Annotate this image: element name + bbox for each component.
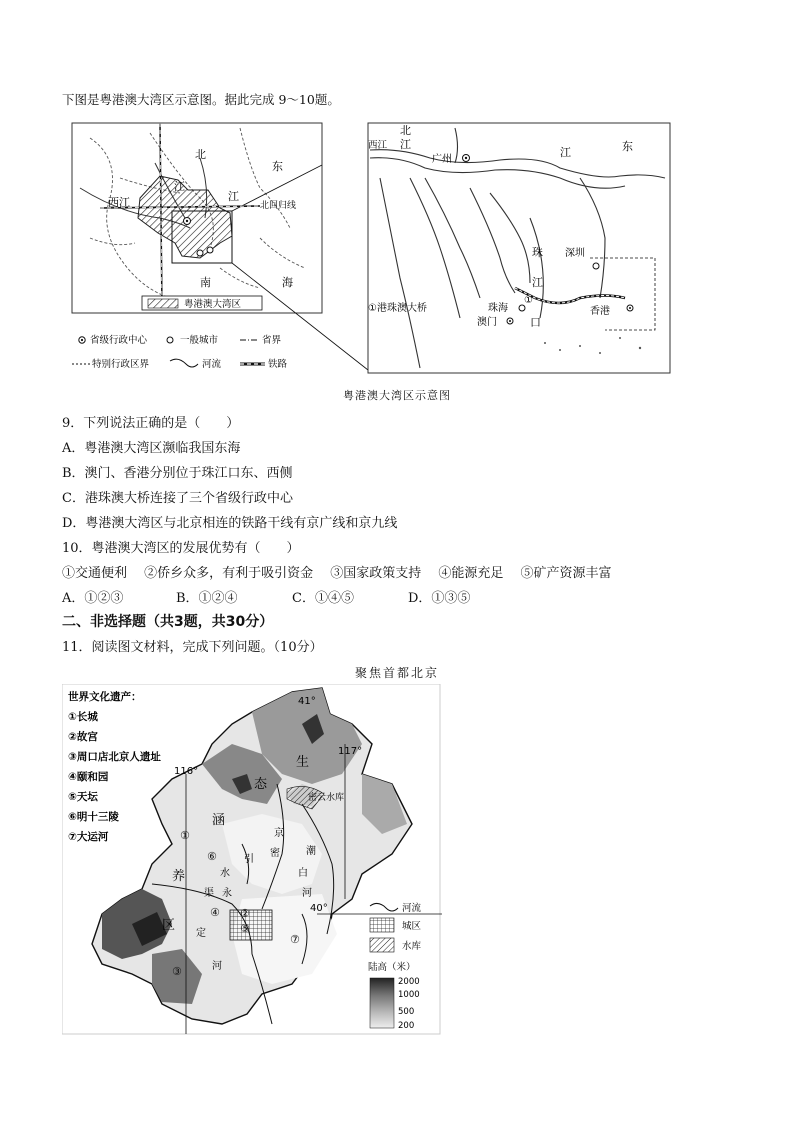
char-qu2: 渠: [204, 888, 214, 899]
r-label-hongkong: 香港: [590, 306, 610, 317]
char-jing: 京: [274, 828, 284, 839]
lat-41: 41°: [298, 696, 316, 707]
char-yong: 永: [222, 888, 232, 899]
char-sheng: 生: [296, 755, 310, 770]
label-bei: 北: [195, 148, 206, 161]
char-qu: 区: [162, 918, 176, 933]
legend-railway: 铁路: [268, 359, 288, 370]
beijing-urban: [230, 910, 272, 940]
q11-stem: 11．阅读图文材料，完成下列问题。（10分）: [62, 640, 323, 655]
heritage-item: ④颐和园: [68, 771, 109, 783]
r-label-circle1: ①: [524, 295, 533, 306]
char-shui: 水: [220, 868, 230, 879]
svg-text:⑥: ⑥: [207, 850, 217, 863]
q9-option-c: C．港珠澳大桥连接了三个省级行政中心: [62, 491, 293, 506]
heritage-item: ①长城: [68, 711, 98, 723]
legend-capital: 省级行政中心: [90, 335, 148, 346]
heritage-item: ⑥明十三陵: [68, 811, 119, 823]
char-yin: 引: [244, 854, 254, 865]
label-nan: 南: [200, 276, 211, 289]
legend2-reservoir: 水库: [402, 941, 422, 952]
char-yang: 养: [172, 869, 186, 884]
legend-city: 一般城市: [180, 335, 219, 346]
r-label-xijiang: 西江: [368, 140, 388, 151]
q10-option-d: D．①③⑤: [408, 591, 471, 606]
q10-stem: 10．粤港澳大湾区的发展优势有（ ）: [62, 541, 300, 556]
char-han: 涵: [212, 813, 226, 828]
r-label-dong: 东: [622, 140, 633, 153]
r-label-kou: 口: [530, 316, 541, 329]
svg-text:②: ②: [240, 907, 250, 920]
section-2-heading: 二、非选择题（共3题，共30分）: [62, 614, 274, 630]
r-label-guangzhou: 广州: [432, 154, 452, 165]
q10-option-c: C．①④⑤: [292, 591, 354, 606]
map2-title: 聚焦首都北京: [354, 666, 439, 680]
heritage-item: ⑤天坛: [68, 791, 98, 803]
legend-province: 省界: [262, 335, 282, 346]
r-label-macau: 澳门: [477, 317, 497, 328]
intro-text: 下图是粤港澳大湾区示意图。据此完成 9～10题。: [62, 92, 340, 107]
q9-option-b: B．澳门、香港分别位于珠江口东、西侧: [62, 466, 293, 481]
legend2-elev-2000: 2000: [398, 977, 420, 987]
heritage-item: ③周口店北京人遗址: [68, 751, 161, 763]
lon-117: 117°: [338, 746, 363, 757]
r-label-zhuhai: 珠海: [488, 303, 508, 314]
legend-sar: 特别行政区界: [92, 359, 150, 370]
bay-area-map: [60, 118, 680, 380]
label-tropic: 北回归线: [260, 201, 297, 211]
beijing-map: [62, 684, 442, 1036]
r-label-jiang2: 江: [560, 146, 571, 159]
char-chao: 潮: [306, 846, 316, 857]
q10-option-b: B．①②④: [176, 591, 238, 606]
label-jiang2: 江: [228, 190, 239, 203]
svg-text:①: ①: [180, 829, 190, 842]
char-he: 河: [302, 888, 312, 899]
label-xijiang: 西江: [108, 196, 130, 209]
heritage-item: ②故宫: [68, 731, 98, 743]
q9-option-d: D．粤港澳大湾区与北京相连的铁路干线有京广线和京九线: [62, 516, 398, 531]
label-dong: 东: [272, 160, 283, 173]
char-mi: 密: [270, 848, 280, 859]
q10-option-a: A．①②③: [62, 591, 124, 606]
char-tai: 态: [254, 777, 268, 792]
svg-text:⑤: ⑤: [240, 922, 250, 935]
lat-40: 40°: [310, 903, 328, 914]
heritage-item: ⑦大运河: [68, 831, 109, 843]
legend2-river: 河流: [402, 903, 422, 914]
lon-116: 116°: [174, 766, 199, 777]
legend-bay-area: 粤港澳大湾区: [184, 299, 242, 310]
label-hai: 海: [282, 276, 293, 289]
char-bai: 白: [298, 868, 308, 879]
legend-river: 河流: [202, 359, 222, 370]
legend2-elev-500: 500: [398, 1007, 415, 1017]
q9-option-a: A．粤港澳大湾区濒临我国东海: [62, 441, 241, 456]
svg-text:⑦: ⑦: [290, 933, 300, 946]
char-he2: 河: [212, 961, 222, 972]
svg-text:④: ④: [210, 906, 220, 919]
heritage-title: 世界文化遗产：: [68, 691, 142, 703]
legend2-elev-1000: 1000: [398, 990, 420, 1000]
r-label-bei: 北: [400, 124, 411, 137]
char-ding: 定: [196, 928, 206, 939]
label-jiang: 江: [174, 180, 185, 193]
r-label-zhu: 珠: [532, 246, 543, 259]
label-miyun: 密云水库: [308, 793, 345, 803]
r-label-shenzhen: 深圳: [565, 248, 585, 259]
legend2-elev-200: 200: [398, 1021, 415, 1031]
map1-caption: 粤港澳大湾区示意图: [343, 389, 451, 402]
r-label-jiang: 江: [400, 138, 411, 151]
r-label-bridge: ①港珠澳大桥: [368, 303, 427, 314]
legend2-city: 城区: [402, 921, 422, 932]
svg-text:③: ③: [172, 965, 182, 978]
map1-legend: [72, 334, 288, 370]
r-label-jiang3: 江: [532, 276, 543, 289]
q10-items: ①交通便利 ②侨乡众多，有利于吸引资金 ③国家政策支持 ④能源充足 ⑤矿产资源丰富: [62, 566, 612, 581]
q9-stem: 9．下列说法正确的是（ ）: [62, 416, 240, 431]
legend2-elev-title: 陆高（米）: [368, 962, 416, 973]
